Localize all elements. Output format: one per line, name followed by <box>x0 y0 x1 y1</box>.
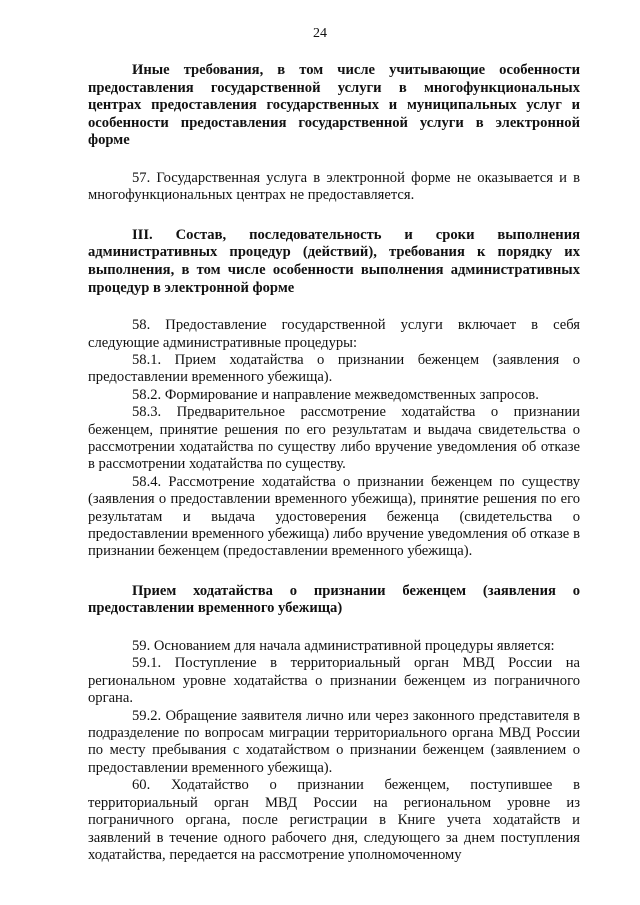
section-heading-reception: Прием ходатайства о признании беженцем (заявления о предоставлении временного убежища) <box>88 582 580 617</box>
paragraph-58-3: 58.3. Предварительное рассмотрение ходатайства о признании беженцем, принятие решения по его результатам и выдача свидетельства о рассмотрении ходатайства по существу либо вручение уведомления об отказе в рассмотрении ходатайства по существу. <box>88 404 580 473</box>
paragraph-58: 58. Предоставление государственной услуги включает в себя следующие административные процедуры: <box>88 317 580 351</box>
paragraph-58-2: 58.2. Формирование и направление межведомственных запросов. <box>132 386 539 403</box>
page-number: 24 <box>313 26 327 41</box>
paragraph-60: 60. Ходатайство о признании беженцем, поступившее в территориальный орган МВД России на региональном уровне из пограничного органа, после регистрации в Книге учета ходатайств и заявлений в течение одного рабочего дня, следующего за днем поступления ходатайства, передается на рассмотрение уполномоченному <box>88 777 580 863</box>
paragraph-59: 59. Основанием для начала административной процедуры является: <box>132 638 555 655</box>
section-heading-other-requirements: Иные требования, в том числе учитывающие особенности предоставления государственной услуги в многофункциональных центрах предоставления государственных и муниципальных услуг и особенности предоставления государственной услуги в электронной форме <box>88 62 580 149</box>
paragraph-57: 57. Государственная услуга в электронной форме не оказывается и в многофункциональных центрах не предоставляется. <box>88 169 580 204</box>
paragraph-59-1: 59.1. Поступление в территориальный орган МВД России на региональном уровне ходатайства о признании беженцем из пограничного органа. <box>88 655 580 707</box>
section-heading-iii: III. Состав, последовательность и сроки выполнения административных процедур (действий), требования к порядку их выполнения, в том числе особенности выполнения административных процедур в электронной форме <box>88 226 580 296</box>
paragraph-58-4: 58.4. Рассмотрение ходатайства о признании беженцем по существу (заявления о предоставлении временного убежища), принятие решения по его результатам и выдача удостоверения беженца (свидетельства о предоставлении временного убежища) либо вручение уведомления об отказе в признании беженцем (предоставлении временного убежища). <box>88 473 580 560</box>
paragraph-58-1: 58.1. Прием ходатайства о признании беженцем (заявления о предоставлении временного убежища). <box>88 351 580 386</box>
paragraph-59-2: 59.2. Обращение заявителя лично или через законного представителя в подразделение по вопросам миграции территориального органа МВД России по месту пребывания с ходатайством о признании беженцем (заявлением о предоставлении временного убежища). <box>88 707 580 776</box>
